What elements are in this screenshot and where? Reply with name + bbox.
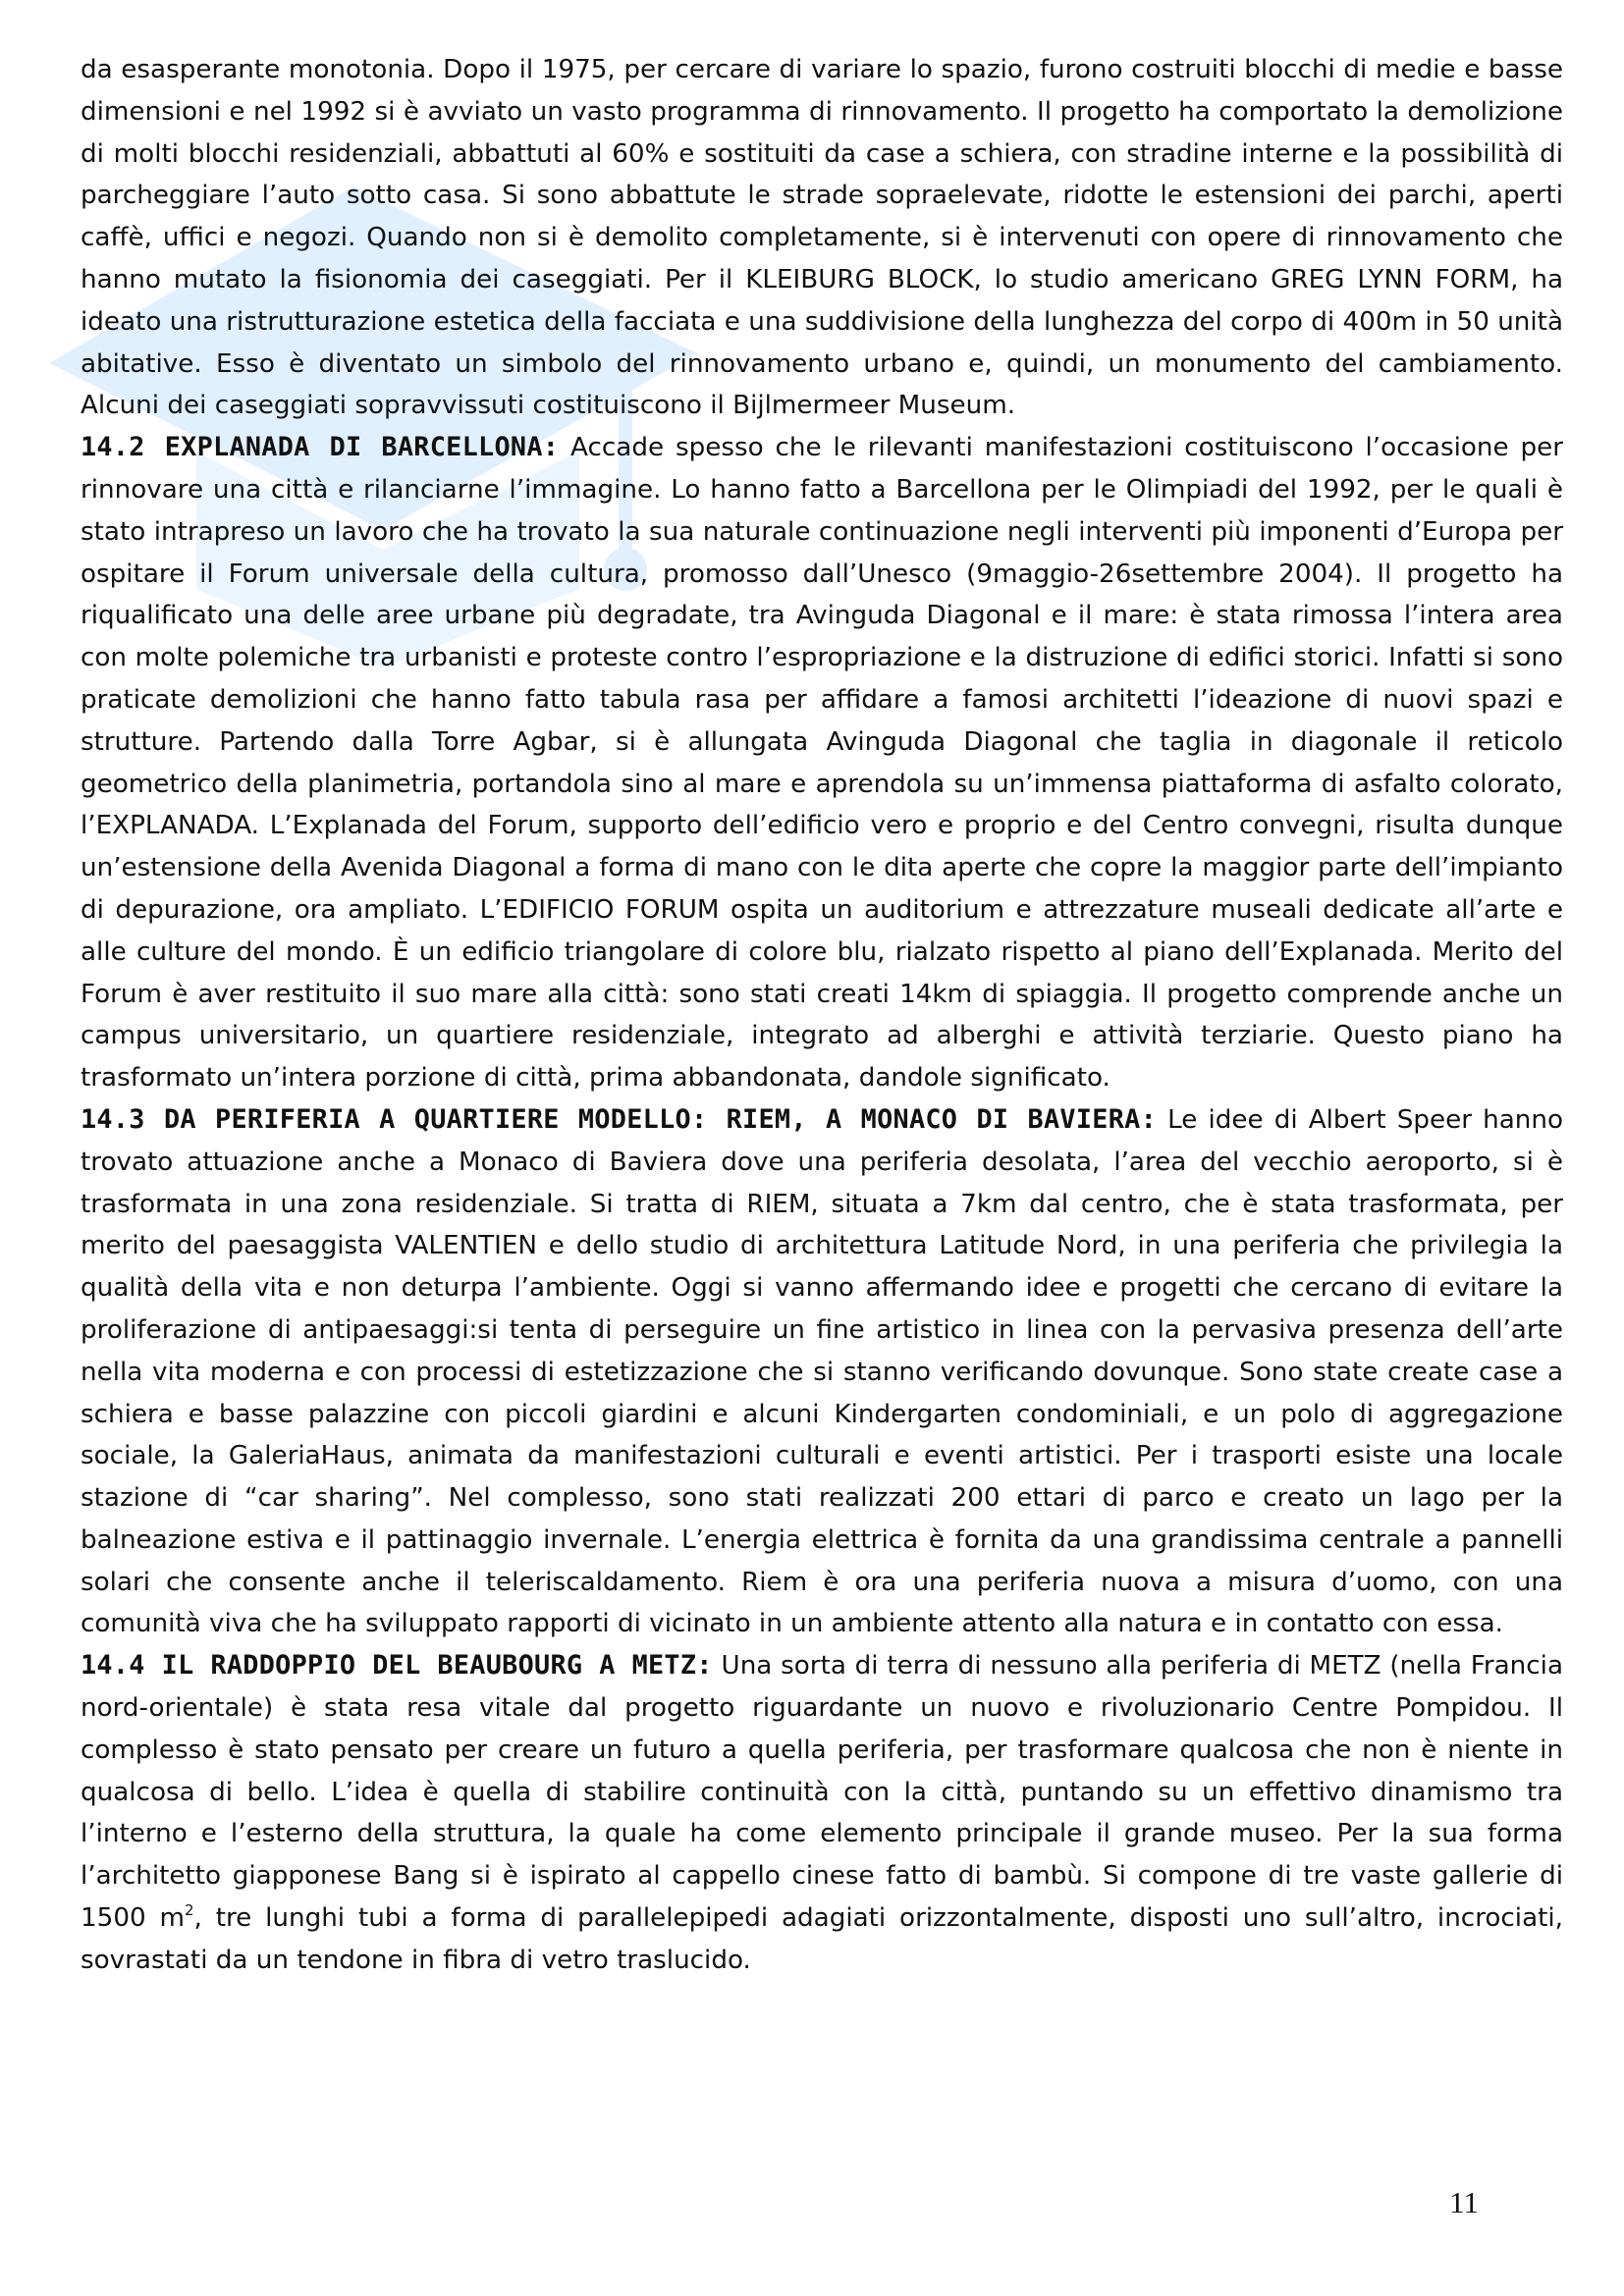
section-14-4 bbox=[81, 1645, 1563, 1981]
page-number: 11 bbox=[1449, 2185, 1479, 2219]
section-14-3 bbox=[81, 1099, 1563, 1645]
paragraph-intro bbox=[81, 49, 1563, 427]
section-14-4-text-b: , tre lunghi tubi a forma di parallelepipedi adagiati orizzontalmente, disposti uno sull’altro, incrociati, sovrastati da un tendone in fibra di vetro traslucido. bbox=[81, 1903, 1563, 1975]
section-14-3-text: Le idee di Albert Speer hanno trovato attuazione anche a Monaco di Baviera dove una periferia desolata, l’area del vecchio aeroporto, si è trasformata in una zona residenziale. Si tratta di RIEM, situata a 7km dal centro, che è stata trasformata, per merito del paesaggista VALENTIEN e dello studio di architettura Latitude Nord, in una periferia che privilegia la qualità della vita e non deturpa l’ambiente. Oggi si vanno affermando idee e progetti che cercano di evitare la proliferazione di antipaesaggi:si tenta di perseguire un fine artistico in linea con la pervasiva presenza dell’arte nella vita moderna e con processi di estetizzazione che si stanno verificando dovunque. Sono state create case a schiera e basse palazzine con piccoli giardini e alcuni Kindergarten condominiali, e un polo di aggregazione sociale, la GaleriaHaus, animata da manifestazioni culturali e eventi artistici. Per i trasporti esiste una locale stazione di “car sharing”. Nel complesso, sono stati realizzati 200 ettari di parco e creato un lago per la balneazione estiva e il pattinaggio invernale. L’energia elettrica è fornita da una grandissima centrale a pannelli solari che consente anche il teleriscaldamento. Riem è ora una periferia nuova a misura d’uomo, con una comunità viva che ha sviluppato rapporti di vicinato in un ambiente attento alla natura e in contatto con essa. bbox=[81, 1104, 1563, 1639]
section-14-2-text: Accade spesso che le rilevanti manifestazioni costituiscono l’occasione per rinnovare una città e rilanciarne l’immagine. Lo hanno fatto a Barcellona per le Olimpiadi del 1992, per le quali è stato intrapreso un lavoro che ha trovato la sua naturale continuazione negli interventi più imponenti d’Europa per ospitare il Forum universale della cultura, promosso dall’Unesco (9maggio-26settembre 2004). Il progetto ha riqualificato una delle aree urbane più degradate, tra Avinguda Diagonal e il mare: è stata rimossa l’intera area con molte polemiche tra urbanisti e proteste contro l’espropriazione e la distruzione di edifici storici. Infatti si sono praticate demolizioni che hanno fatto tabula rasa per affidare a famosi architetti l’ideazione di nuovi spazi e strutture. Partendo dalla Torre Agbar, si è allungata Avinguda Diagonal che taglia in diagonale il reticolo geometrico della planimetria, portandola sino al mare e aprendola su un’immensa piattaforma di asfalto colorato, l’EXPLANADA. L’Explanada del Forum, supporto dell’edificio vero e proprio e del Centro convegni, risulta dunque un’estensione della Avenida Diagonal a forma di mano con le dita aperte che copre la maggior parte dell’impianto di depurazione, ora ampliato. L’EDIFICIO FORUM ospita un auditorium e attrezzature museali dedicate all’arte e alle culture del mondo. È un edificio triangolare di colore blu, rialzato rispetto al piano dell’Explanada. Merito del Forum è aver restituito il suo mare alla città: sono stati creati 14km di spiaggia. Il progetto comprende anche un campus universitario, un quartiere residenziale, integrato ad alberghi e attività terziarie. Questo piano ha trasformato un’intera porzione di città, prima abbandonata, dandole significato. bbox=[81, 433, 1563, 1094]
section-14-4-text-a: Una sorta di terra di nessuno alla periferia di METZ (nella Francia nord-orientale) è stata resa vitale dal progetto riguardante un nuovo e rivoluzionario Centre Pompidou. Il complesso è stato pensato per creare un futuro a quella periferia, per trasformare qualcosa che non è niente in qualcosa di bello. L’idea è quella di stabilire continuità con la città, puntando su un effettivo dinamismo tra l’interno e l’esterno della struttura, la quale ha come elemento principale il grande museo. Per la sua forma l’architetto giapponese Bang si è ispirato al cappello cinese fatto di bambù. Si compone di tre vaste gallerie di 1500 m bbox=[81, 1651, 1564, 1934]
section-14-3-heading: 14.3 DA PERIFERIA A QUARTIERE MODELLO: RIEM, A MONACO DI BAVIERA: bbox=[81, 1103, 1158, 1135]
document-body bbox=[81, 49, 1563, 1982]
section-14-2 bbox=[81, 427, 1563, 1099]
section-14-4-heading: 14.4 IL RADDOPPIO DEL BEAUBOURG A METZ: bbox=[81, 1650, 713, 1682]
superscript-2: 2 bbox=[185, 1901, 194, 1920]
paragraph-intro-text: da esasperante monotonia. Dopo il 1975, per cercare di variare lo spazio, furono costruiti blocchi di medie e basse dimensioni e nel 1992 si è avviato un vasto programma di rinnovamento. Il progetto ha comportato la demolizione di molti blocchi residenziali, abbattuti al 60% e sostituiti da case a schiera, con stradine interne e la possibilità di parcheggiare l’auto sotto casa. Si sono abbattute le strade sopraelevate, ridotte le estensioni dei parchi, aperti caffè, uffici e negozi. Quando non si è demolito completamente, si è intervenuti con opere di rinnovamento che hanno mutato la fisionomia dei caseggiati. Per il KLEIBURG BLOCK, lo studio americano GREG LYNN FORM, ha ideato una ristrutturazione estetica della facciata e una suddivisione della lunghezza del corpo di 400m in 50 unità abitative. Esso è diventato un simbolo del rinnovamento urbano e, quindi, un monumento del cambiamento. Alcuni dei caseggiati sopravvissuti costituiscono il Bijlmermeer Museum. bbox=[81, 55, 1563, 421]
section-14-2-heading: 14.2 EXPLANADA DI BARCELLONA: bbox=[81, 432, 560, 463]
